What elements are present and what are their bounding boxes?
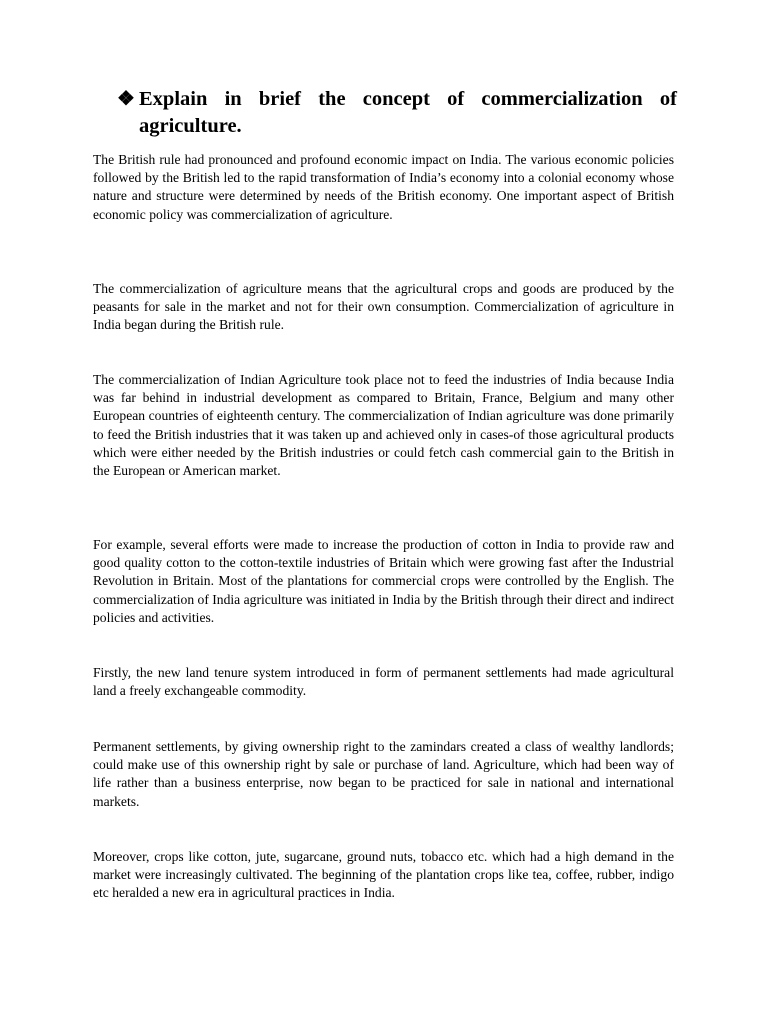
heading-text: Explain in brief the concept of commercialization of agriculture. xyxy=(139,88,677,137)
paragraph-british-rule-impact: The British rule had pronounced and profound economic impact on India. The various economic policies followed by the British led to the rapid transformation of India’s economy into a colonial economy whose nature and structure were determined by needs of the British economy. One important aspect of British economic policy was commercialization of agriculture. xyxy=(93,152,674,222)
paragraph-cash-crops: Moreover, crops like cotton, jute, sugarcane, ground nuts, tobacco etc. which had a high demand in the market were increasingly cultivated. The beginning of the plantation crops like tea, coffee, rubber, indigo etc heralded a new era in agricultural practices in India. xyxy=(93,849,674,901)
paragraph-cotton-example: For example, several efforts were made to increase the production of cotton in India to provide raw and good quality cotton to the cotton-textile industries of Britain which were growing fast after the Industrial Revolution in Britain. Most of the plantations for commercial crops were controlled by the English. The commercialization of India agriculture was initiated in India by the British through their direct and indirect policies and activities. xyxy=(93,537,674,625)
paragraph-commercialization-definition: The commercialization of agriculture means that the agricultural crops and goods are produced by the peasants for sale in the market and not for their own consumption. Commercialization of agriculture in India began during the British rule. xyxy=(93,281,674,333)
paragraph-purpose-of-commercialization: The commercialization of Indian Agriculture took place not to feed the industries of India because India was far behind in industrial development as compared to Britain, France, Belgium and many other European countries of eighteenth century. The commercialization of Indian agriculture was done primarily to feed the British industries that it was taken up and achieved only in cases-of those agricultural products which were either needed by the British industries or could fetch cash commercial gain to the British in the European or American market. xyxy=(93,372,674,479)
paragraph-permanent-settlements: Permanent settlements, by giving ownership right to the zamindars created a class of wealthy landlords; could make use of this ownership right by sale or purchase of land. Agriculture, which had been way of life rather than a business enterprise, now began to be practiced for sale in national and international markets. xyxy=(93,739,674,809)
paragraph-land-tenure-system: Firstly, the new land tenure system introduced in form of permanent settlements had made agricultural land a freely exchangeable commodity. xyxy=(93,665,674,699)
question-heading xyxy=(117,86,677,140)
diamond-bullet-icon: ❖ xyxy=(117,88,135,110)
